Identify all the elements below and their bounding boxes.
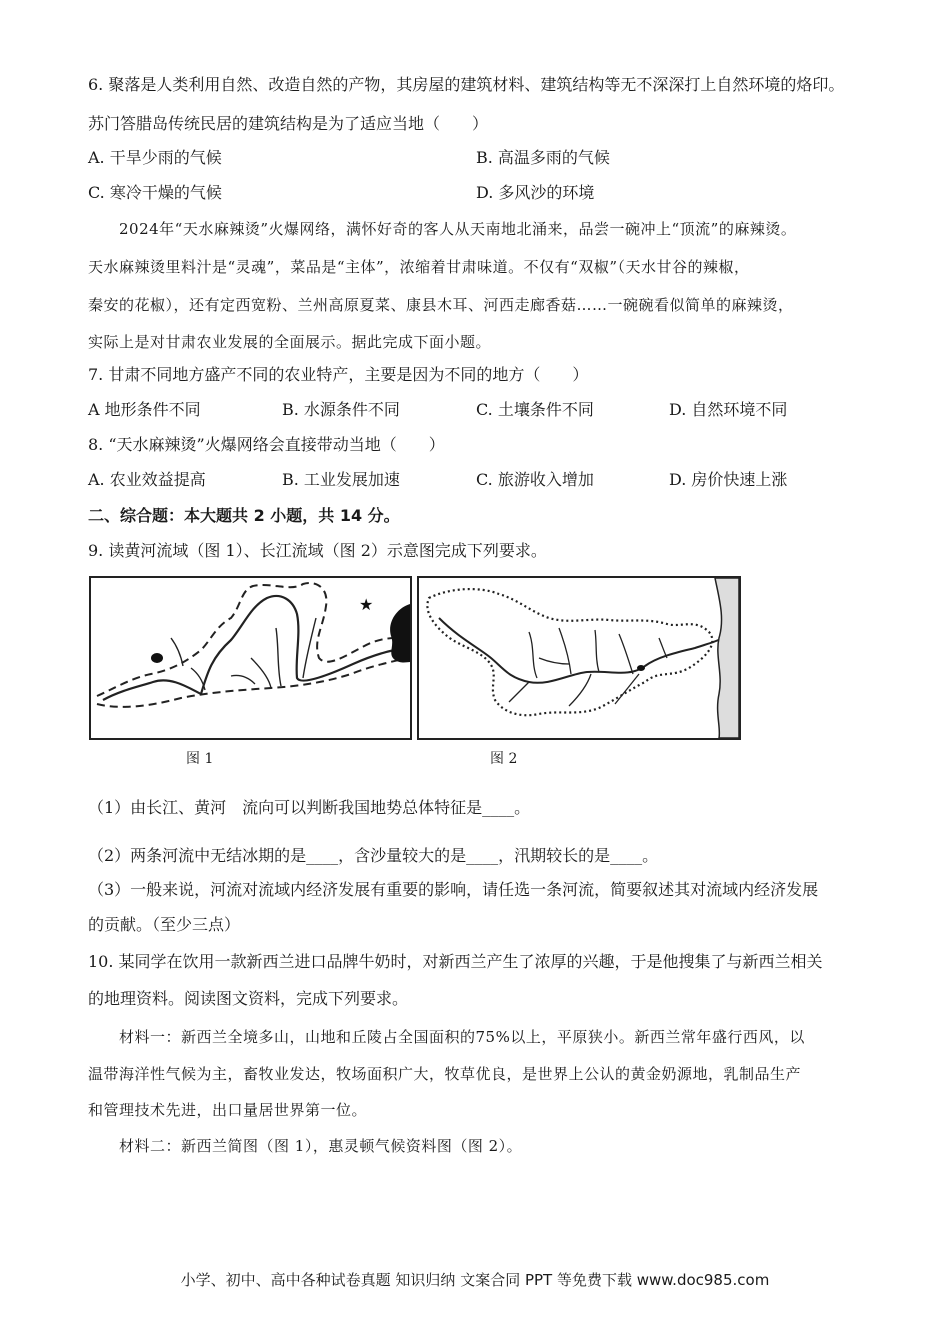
svg-text:★: ★ [359,595,374,614]
q9-sub2: （2）两条河流中无结冰期的是____，含沙量较大的是____，汛期较长的是____。 [88,846,659,865]
q8-option-d: D. 房价快速上涨 [669,470,788,489]
q7-option-d: D. 自然环境不同 [669,400,788,419]
passage-line2: 天水麻辣烫里料汁是“灵魂”，菜品是“主体”，浓缩着甘肃味道。不仅有“双椒”（天水甘谷的辣椒， [88,258,750,276]
passage-line3: 秦安的花椒），还有定西宽粉、兰州高原夏菜、康县木耳、河西走廊香菇……一碗碗看似简单的麻辣烫， [88,296,794,314]
q8-option-b: B. 工业发展加速 [282,470,400,489]
q6-option-c: C. 寒冷干燥的气候 [88,183,222,202]
q7-option-a: A 地形条件不同 [88,400,201,419]
q10-material1-line3: 和管理技术先进，出口量居世界第一位。 [88,1101,368,1119]
q6-option-d: D. 多风沙的环境 [476,183,595,202]
q7-option-c: C. 土壤条件不同 [476,400,594,419]
q10-material1-line2: 温带海洋性气候为主，畜牧业发达，牧场面积广大，牧草优良，是世界上公认的黄金奶源地，乳制品生产 [88,1065,802,1083]
yellow-river-map [89,576,412,740]
q6-stem-line1: 6. 聚落是人类利用自然、改造自然的产物，其房屋的建筑材料、建筑结构等无不深深打上自然环境的烙印。 [88,75,845,94]
q6-option-a: A. 干旱少雨的气候 [88,148,222,167]
passage-line4: 实际上是对甘肃农业发展的全面展示。据此完成下面小题。 [88,333,492,351]
page-footer: 小学、初中、高中各种试卷真题 知识归纳 文案合同 PPT 等免费下载 www.doc985.com [180,1271,770,1289]
q10-stem-line2: 的地理资料。阅读图文资料，完成下列要求。 [88,989,409,1008]
section-heading: 二、综合题：本大题共 2 小题，共 14 分。 [88,506,400,525]
q7-option-b: B. 水源条件不同 [282,400,400,419]
q6-stem-line2: 苏门答腊岛传统民居的建筑结构是为了适应当地（ ） [88,114,489,133]
passage-line1: 2024年“天水麻辣烫”火爆网络，满怀好奇的客人从天南地北涌来，品尝一碗冲上“顶流”的麻辣烫。 [119,220,797,238]
q7-stem: 7. 甘肃不同地方盛产不同的农业特产，主要是因为不同的地方（ ） [88,365,589,384]
q8-option-c: C. 旅游收入增加 [476,470,594,489]
q9-stem: 9. 读黄河流域（图 1）、长江流域（图 2）示意图完成下列要求。 [88,541,547,560]
fig1-caption: 图 1 [186,751,214,767]
q10-material2: 材料二：新西兰简图（图 1），惠灵顿气候资料图（图 2）。 [119,1137,523,1155]
q8-option-a: A. 农业效益提高 [88,470,206,489]
q6-option-b: B. 高温多雨的气候 [476,148,610,167]
q9-sub1: （1）由长江、黄河 流向可以判断我国地势总体特征是____。 [88,798,531,817]
q9-sub3-line2: 的贡献。（至少三点） [88,915,241,934]
fig2-caption: 图 2 [490,751,518,767]
yangtze-river-map [417,576,741,740]
q9-sub3-line1: （3）一般来说，河流对流域内经济发展有重要的影响，请任选一条河流，简要叙述其对流域内经济发展 [88,880,819,899]
q8-stem: 8. “天水麻辣烫”火爆网络会直接带动当地（ ） [88,435,445,454]
q10-stem-line1: 10. 某同学在饮用一款新西兰进口品牌牛奶时，对新西兰产生了浓厚的兴趣，于是他搜集了与新西兰相关 [88,952,823,971]
q10-material1-line1: 材料一：新西兰全境多山，山地和丘陵占全国面积的75%以上，平原狭小。新西兰常年盛行西风，以 [119,1028,805,1046]
